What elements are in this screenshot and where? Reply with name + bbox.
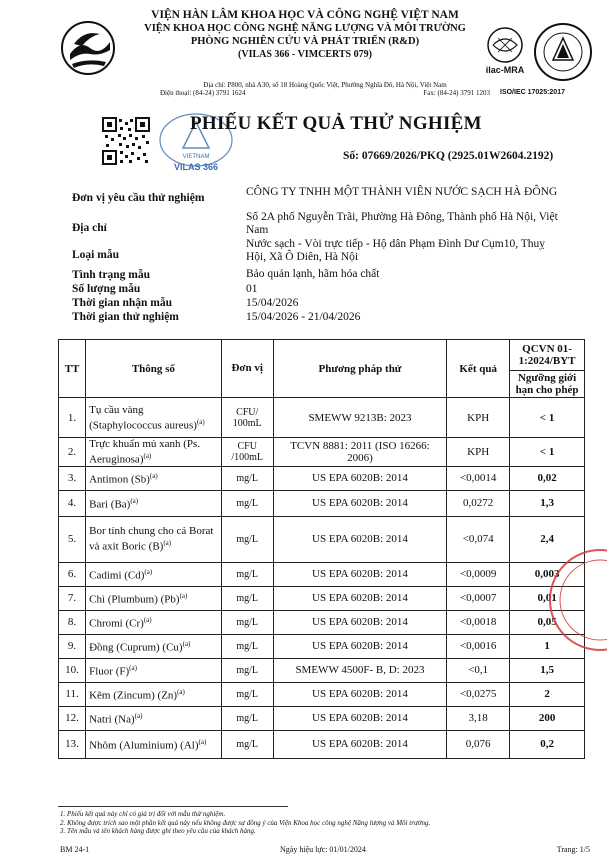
row-limit [510,730,585,758]
row-method [273,398,447,438]
table-row [59,586,585,610]
row-number [59,516,86,562]
row-unit-text: mg/L [236,472,259,484]
row-parameter-text: Antimon (Sb) [89,473,150,486]
row-method-text: US EPA 6020B: 2014 [312,712,408,725]
header-unit: Đơn vị [221,340,273,398]
effective-date: Ngày hiệu lực: 01/01/2024 [279,845,366,854]
document-title: PHIẾU KẾT QUẢ THỬ NGHIỆM [190,113,482,134]
row-number [59,562,86,586]
accreditation-mark: (a) [163,539,172,548]
row-parameter [86,586,222,610]
row-result [447,682,510,706]
row-result [447,562,510,586]
row-result [447,658,510,682]
row-limit [510,682,585,706]
row-parameter [86,610,222,634]
row-result [447,610,510,634]
row-result [447,586,510,610]
row-result [447,490,510,516]
row-number [59,398,86,438]
row-parameter [86,730,222,758]
row-limit [510,466,585,490]
academy-name: VIỆN HÀN LÂM KHOA HỌC VÀ CÔNG NGHỆ VIỆT NAM [151,9,459,21]
row-result-text: <0,0009 [459,568,497,581]
footer-rule [58,806,288,807]
row-parameter-text: Nhôm (Aluminium) (Al) [89,739,199,752]
address: Địa chỉ: P800, nhà A30, số 18 Hoàng Quốc Việt, Phường Nghĩa Đô, Hà Nội, Việt Nam [203,81,447,89]
row-limit-text: 2,4 [540,533,554,546]
row-number-text: 1. [67,411,77,424]
info-label-requester: Đơn vị yêu cầu thử nghiệm [72,192,205,204]
row-limit-text: 1,5 [540,664,554,677]
row-limit-text: 0,02 [537,472,557,485]
table-row [59,682,585,706]
info-value-received-date: 15/04/2026 [246,297,299,309]
row-result [447,398,510,438]
note-2: 2. Không được trích sao một phần kết quả này nếu không được sự đồng ý của Viện Khoa học công nghệ Năng lượng và Môi trường. [60,818,431,827]
row-result-text: <0,0018 [459,616,497,629]
row-unit [221,438,273,467]
row-number [59,706,86,730]
row-parameter [86,706,222,730]
row-unit-text: mg/L [236,664,259,676]
row-method [273,586,447,610]
info-label-sample-count: Số lượng mẫu [72,283,141,295]
row-method-text: TCVN 8881: 2011 (ISO 16266: 2006) [290,439,430,464]
row-method-text: US EPA 6020B: 2014 [312,592,408,605]
accreditation-mark: (a) [134,712,143,721]
row-limit [510,706,585,730]
row-unit [221,730,273,758]
row-result [447,438,510,467]
row-unit [221,610,273,634]
row-method-text: SMEWW 9213B: 2023 [308,411,412,424]
table-row [59,634,585,658]
accreditation-codes: (VILAS 366 - VIMCERTS 079) [238,49,372,60]
row-number-text: 7. [67,592,77,605]
row-parameter [86,438,222,467]
row-parameter [86,516,222,562]
row-unit-text: mg/L [236,616,259,628]
row-unit-text: mg/L [236,533,259,545]
row-unit [221,398,273,438]
accreditation-mark: (a) [198,738,207,747]
accreditation-mark: (a) [143,452,152,460]
info-value-sample-condition: Bảo quản lạnh, hãm hóa chất [246,268,380,280]
info-value-sample-type: Nước sạch - Vòi trực tiếp - Hộ dân Phạm Đình Dư Cụm10, Thuỵ Hội, Xã Ô Diên, Hà Nội [246,238,546,263]
info-label-received-date: Thời gian nhận mẫu [72,297,173,309]
header-parameter: Thông số [86,340,222,398]
row-parameter [86,466,222,490]
row-limit-text: 0,003 [534,568,560,581]
row-parameter-text: Natri (Na) [89,713,135,726]
form-code: BM 24-1 [60,845,90,854]
accreditation-mark: (a) [182,640,191,649]
row-unit-text: mg/L [236,738,259,750]
header-limit: Ngưỡng giới hạn cho phép [510,371,585,398]
row-number-text: 10. [65,664,79,677]
row-result-text: <0,1 [468,664,489,677]
table-row [59,466,585,490]
row-number-text: 3. [67,472,77,485]
row-limit [510,398,585,438]
row-number-text: 6. [67,568,77,581]
row-parameter-text: Cadimi (Cd) [89,569,145,582]
row-result-text: <0,0014 [459,472,497,485]
phone: Điện thoại: (84-24) 3791 1624 [160,89,246,97]
row-method-text: US EPA 6020B: 2014 [312,497,408,510]
row-limit-text: 2 [544,688,550,701]
table-row [59,398,585,438]
row-parameter [86,490,222,516]
row-parameter [86,562,222,586]
row-result [447,634,510,658]
table-row [59,490,585,516]
row-number [59,730,86,758]
department-name: PHÒNG NGHIÊN CỨU VÀ PHÁT TRIỂN (R&D) [190,36,420,47]
info-value-address: Số 2A phố Nguyễn Trãi, Phường Hà Đông, Thành phố Hà Nội, Việt Nam [246,211,558,236]
row-parameter-text: Kẽm (Zincum) (Zn) [89,689,178,702]
row-result [447,516,510,562]
row-result-text: 3,18 [468,712,488,725]
row-unit-text: mg/L [236,712,259,724]
accreditation-mark: (a) [143,616,152,625]
row-number-text: 9. [67,640,77,653]
row-result-text: <0,074 [462,533,494,546]
row-method-text: SMEWW 4500F- B, D: 2023 [295,664,425,677]
row-unit [221,658,273,682]
iso-label: ISO/IEC 17025:2017 [500,89,565,96]
vilas-label: VILAS 366 [173,162,219,172]
row-limit-text: 0,2 [540,738,554,751]
row-limit-text: 0,05 [537,616,557,629]
row-number [59,634,86,658]
row-parameter [86,634,222,658]
qr-code [102,117,150,165]
row-result-text: 0,076 [465,738,491,751]
results-table [58,339,585,759]
row-parameter-text: Trực khuẩn mủ xanh (Ps. Aeruginosa) [89,438,201,466]
accreditation-mark: (a) [196,417,205,426]
header-tt: TT [59,340,86,398]
ilac-mra-logo [480,25,530,79]
table-row [59,706,585,730]
row-unit [221,682,273,706]
row-unit [221,586,273,610]
info-label-test-period: Thời gian thử nghiệm [72,311,179,323]
row-method [273,682,447,706]
row-unit-text: mg/L [236,497,259,509]
row-unit [221,490,273,516]
table-row [59,562,585,586]
row-parameter-text: Chì (Plumbum) (Pb) [89,593,180,606]
row-number-text: 12. [65,712,79,725]
institute-name: VIỆN KHOA HỌC CÔNG NGHỆ NĂNG LƯỢNG VÀ MÔI TRƯỜNG [144,23,466,34]
row-parameter-text: Đồng (Cuprum) (Cu) [89,641,183,654]
row-unit-text: mg/L [236,568,259,580]
header-result: Kết quả [447,340,510,398]
table-row [59,610,585,634]
row-unit-text: mg/L [236,592,259,604]
row-number-text: 4. [67,497,77,510]
table-row [59,730,585,758]
row-unit [221,562,273,586]
row-method-text: US EPA 6020B: 2014 [312,688,408,701]
row-result-text: 0,0272 [463,497,494,510]
row-limit-text: < 1 [539,411,555,424]
row-method [273,516,447,562]
header-standard: QCVN 01-1:2024/BYT [510,340,585,371]
row-limit-text: 0,01 [537,592,557,605]
accreditation-mark: (a) [144,568,153,577]
info-value-test-period: 15/04/2026 - 21/04/2026 [246,311,361,323]
row-method-text: US EPA 6020B: 2014 [312,640,408,653]
contact-line [160,89,490,97]
header-text [120,8,490,61]
row-limit [510,658,585,682]
boa-seal-logo [533,22,593,82]
row-unit-text: CFU /100mL [231,440,264,463]
info-label-address: Địa chỉ [72,222,107,234]
page-number: Trang: 1/5 [556,845,590,854]
row-limit [510,438,585,467]
row-method-text: US EPA 6020B: 2014 [312,533,408,546]
row-result-text: <0,0007 [459,592,497,605]
report-number: Số: 07669/2026/PKQ (2925.01W2604.2192) [343,150,554,162]
row-parameter-text: Bor tính chung cho cả Borat và axit Boric (B) [89,525,214,553]
row-method [273,706,447,730]
row-unit-text: mg/L [236,688,259,700]
row-method [273,562,447,586]
results-body [59,398,585,759]
ilac-label: ilac-MRA [485,65,525,75]
accreditation-mark: (a) [149,472,158,481]
vilas-country: VIETNAM [182,154,210,160]
row-limit-text: 1 [544,640,550,653]
table-row [59,658,585,682]
row-unit [221,466,273,490]
row-number [59,610,86,634]
info-label-sample-type: Loại mẫu [72,249,119,261]
row-limit-text: < 1 [539,445,555,458]
row-limit-text: 200 [538,712,556,725]
row-parameter [86,658,222,682]
row-method [273,658,447,682]
row-unit [221,516,273,562]
row-number [59,682,86,706]
row-method [273,466,447,490]
row-number-text: 5. [67,533,77,546]
row-result [447,466,510,490]
footer-notes [60,810,430,836]
row-method-text: US EPA 6020B: 2014 [312,616,408,629]
fax: Fax: (84-24) 3791 1203 [423,89,490,97]
row-method [273,490,447,516]
row-parameter [86,398,222,438]
row-method [273,438,447,467]
header-method: Phương pháp thử [273,340,447,398]
row-result-text: KPH [467,411,490,424]
row-number [59,466,86,490]
row-method-text: US EPA 6020B: 2014 [312,472,408,485]
row-parameter [86,682,222,706]
row-number [59,586,86,610]
row-result [447,706,510,730]
row-limit [510,490,585,516]
table-row [59,516,585,562]
institute-logo [60,20,116,76]
note-1: 1. Phiếu kết quả này chỉ có giá trị đối với mẫu thử nghiệm. [60,810,226,818]
row-parameter-text: Fluor (F) [89,665,130,678]
accreditation-mark: (a) [177,688,185,697]
row-number-text: 2. [67,445,77,458]
row-result-text: <0,0275 [459,688,497,701]
row-parameter-text: Chromi (Cr) [89,617,144,630]
row-method [273,610,447,634]
row-number [59,490,86,516]
table-row [59,438,585,467]
row-parameter-text: Bari (Ba) [89,498,131,511]
accreditation-mark: (a) [130,497,139,506]
row-method-text: US EPA 6020B: 2014 [312,738,408,751]
row-unit [221,634,273,658]
info-value-requester: CÔNG TY TNHH MỘT THÀNH VIÊN NƯỚC SẠCH HÀ ĐÔNG [246,186,558,198]
row-unit-text: CFU/ 100mL [232,406,262,429]
row-parameter-text: Tụ cầu vàng (Staphylococcus aureus) [89,403,197,432]
row-number-text: 11. [65,688,79,701]
row-unit [221,706,273,730]
row-method-text: US EPA 6020B: 2014 [312,568,408,581]
row-number-text: 13. [65,738,79,751]
note-3: 3. Tên mẫu và tên khách hàng được ghi theo yêu cầu của khách hàng. [60,827,256,835]
row-number-text: 8. [67,616,77,629]
row-method [273,634,447,658]
red-stamp [545,545,607,655]
info-label-sample-condition: Tình trạng mẫu [72,269,150,281]
row-limit-text: 1,3 [540,497,554,510]
info-value-sample-count: 01 [246,283,258,295]
row-unit-text: mg/L [236,640,259,652]
row-number [59,438,86,467]
accreditation-mark: (a) [179,592,188,601]
row-result [447,730,510,758]
footer-bottom [60,845,590,854]
row-number [59,658,86,682]
accreditation-mark: (a) [129,664,137,673]
row-method [273,730,447,758]
row-result-text: KPH [467,445,490,458]
row-result-text: <0,0016 [459,640,497,653]
